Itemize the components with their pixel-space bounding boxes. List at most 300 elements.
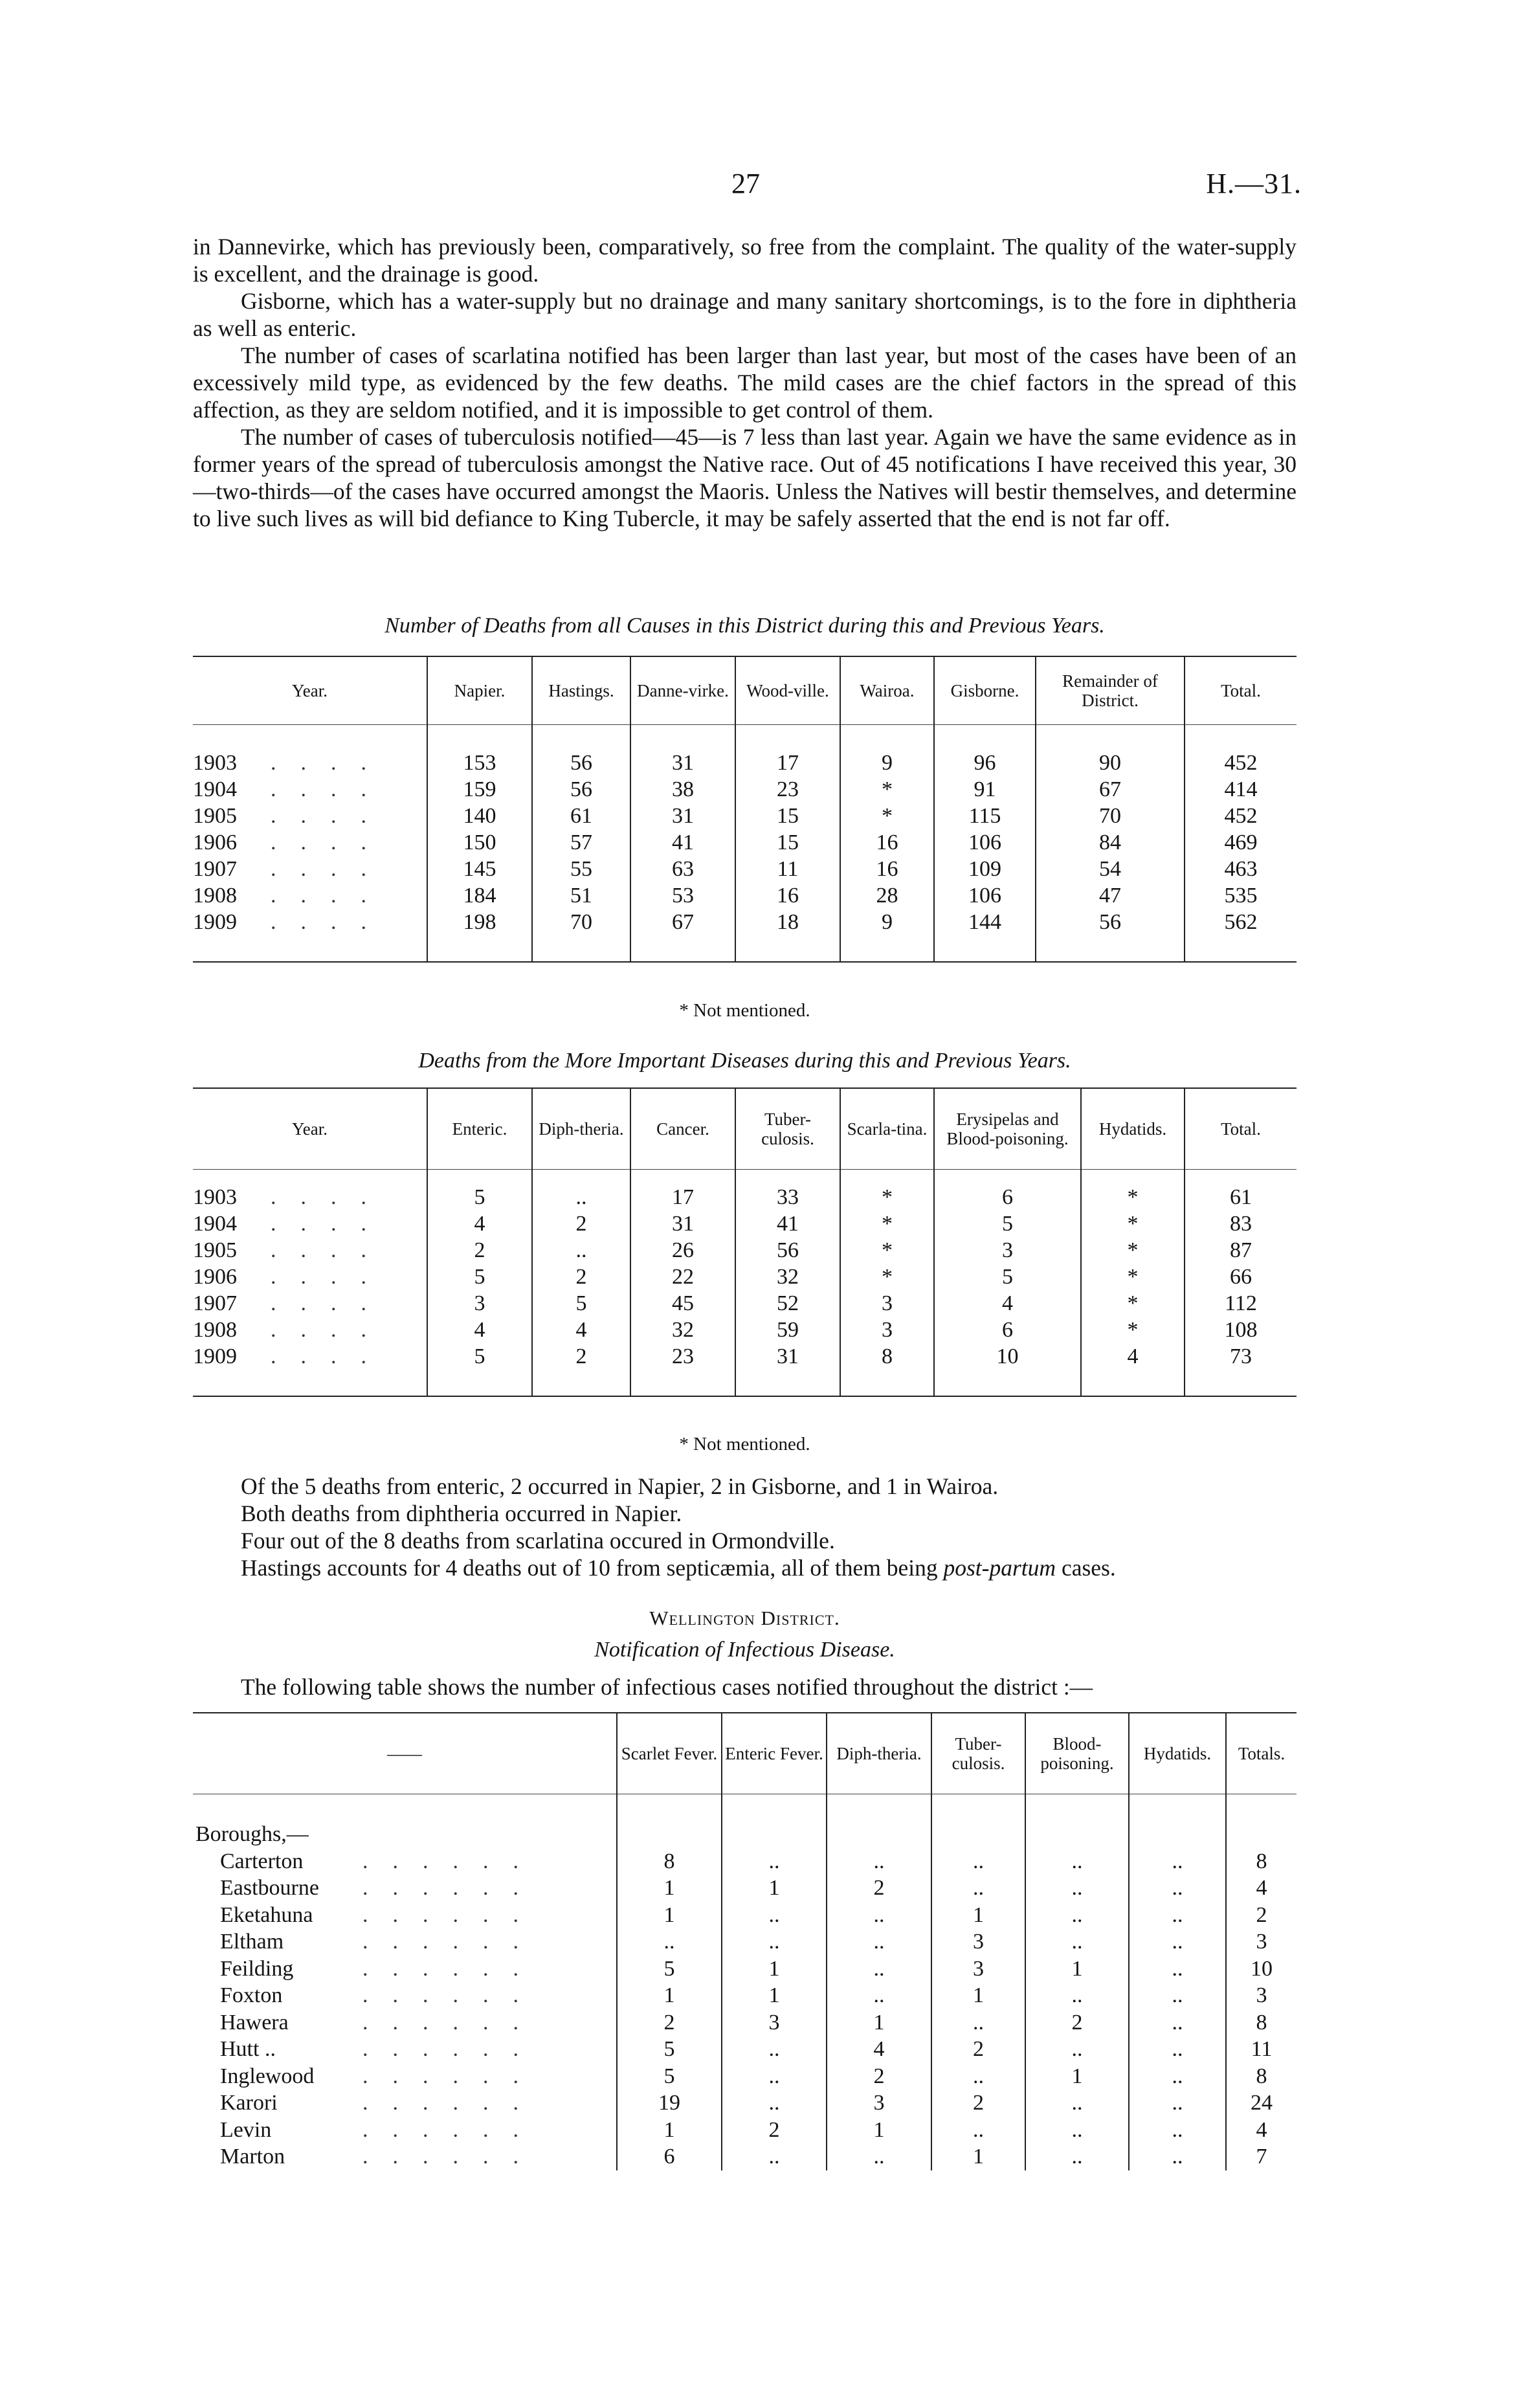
row-label: Eltham [220, 1930, 284, 1954]
table-cell: 1 [617, 2117, 722, 2144]
section-subheading: Notification of Infectious Disease. [594, 1638, 895, 1662]
summary-line: Of the 5 deaths from enteric, 2 occurred in Napier, 2 in Gisborne, and 1 in Wairoa. [241, 1473, 999, 1499]
table-cell: 8 [1226, 2009, 1297, 2036]
table-cell: * [840, 803, 934, 829]
table1-footnote: * Not mentioned. [679, 1000, 810, 1021]
row-label: 1903 [193, 750, 237, 775]
table-cell: 3 [427, 1290, 532, 1317]
table-cell: 15 [735, 829, 840, 856]
table-row: 1908 .... 4 4 32 59 3 6 * 108 [193, 1317, 1297, 1343]
table-row: Carterton ...... 8 .. .. .. .. .. 8 [193, 1848, 1297, 1875]
table-cell: .. [1025, 1982, 1129, 2009]
page-header [0, 167, 1514, 206]
table-cell: 5 [427, 1264, 532, 1290]
table-cell: 61 [532, 803, 630, 829]
table-cell: .. [1129, 1928, 1226, 1956]
table-cell: * [1081, 1210, 1185, 1237]
table-cell: 59 [735, 1317, 840, 1343]
table-cell: .. [722, 2063, 827, 2090]
paragraph: Gisborne, which has a water-supply but no drainage and many sanitary shortcomings, is to the fore in diphtheria as well as enteric. [193, 288, 1297, 341]
col-header: Enteric Fever. [722, 1713, 827, 1794]
row-label: Marton [220, 2145, 285, 2168]
table-cell: .. [1129, 1848, 1226, 1875]
table-cell: 17 [735, 750, 840, 776]
table-cell: 31 [735, 1343, 840, 1370]
row-label: 1909 [193, 909, 237, 934]
col-header: Year. [193, 1088, 427, 1169]
table-row: 1909 .... 5 2 23 31 8 10 4 73 [193, 1343, 1297, 1370]
table-cell: 90 [1036, 750, 1185, 776]
table-cell: 24 [1226, 2090, 1297, 2117]
table-cell: .. [1129, 1875, 1226, 1902]
table-cell: .. [722, 2143, 827, 2170]
table-cell: 2 [827, 2063, 931, 2090]
col-header: Wairoa. [840, 656, 934, 724]
col-header: Tuber-culosis. [931, 1713, 1025, 1794]
table-cell: .. [931, 2063, 1025, 2090]
table-cell: 52 [735, 1290, 840, 1317]
table-cell: * [840, 776, 934, 803]
table-cell: .. [1129, 1982, 1226, 2009]
table-cell: 9 [840, 909, 934, 935]
table-row: Feilding ...... 5 1 .. 3 1 .. 10 [193, 1956, 1297, 1983]
table-cell: 8 [1226, 2063, 1297, 2090]
table-cell: * [840, 1184, 934, 1210]
row-label: Feilding [220, 1956, 294, 1981]
table-cell: 54 [1036, 856, 1185, 882]
table-cell: 5 [934, 1264, 1081, 1290]
table-cell: 5 [532, 1290, 630, 1317]
table-cell: 23 [630, 1343, 735, 1370]
table-cell: 87 [1185, 1237, 1297, 1264]
table-cell: 3 [931, 1956, 1025, 1983]
table-cell: 452 [1185, 750, 1297, 776]
table-cell: 469 [1185, 829, 1297, 856]
table-cell: 23 [735, 776, 840, 803]
table-cell: .. [1025, 2090, 1129, 2117]
table-cell: .. [827, 2143, 931, 2170]
table-cell: 414 [1185, 776, 1297, 803]
table-cell: 2 [931, 2036, 1025, 2063]
table-cell: 3 [840, 1317, 934, 1343]
table-cell: .. [1025, 2143, 1129, 2170]
table-cell: 31 [630, 1210, 735, 1237]
table-cell: * [1081, 1290, 1185, 1317]
row-label: Hawera [220, 2010, 289, 2035]
table-cell: 5 [934, 1210, 1081, 1237]
col-header: Diph-theria. [532, 1088, 630, 1169]
table-cell: 8 [617, 1848, 722, 1875]
row-label: 1906 [193, 1264, 237, 1289]
group-label-row [193, 1821, 1297, 1848]
col-header: Tuber-culosis. [735, 1088, 840, 1169]
table-cell: 112 [1185, 1290, 1297, 1317]
table-cell: 153 [427, 750, 532, 776]
row-label: 1906 [193, 830, 237, 854]
table-cell: .. [931, 2117, 1025, 2144]
table-cell: 3 [840, 1290, 934, 1317]
table-cell: 1 [617, 1902, 722, 1929]
emphasis: post-partum [943, 1555, 1056, 1581]
table-cell: 1 [1025, 2063, 1129, 2090]
table-row: 1904 .... 4 2 31 41 * 5 * 83 [193, 1210, 1297, 1237]
table-cell: 115 [934, 803, 1036, 829]
table-cell: 3 [722, 2009, 827, 2036]
col-header: Totals. [1226, 1713, 1297, 1794]
table3-intro: The following table shows the number of infectious cases notified throughout the district :— [241, 1674, 1093, 1700]
table-cell: .. [722, 1928, 827, 1956]
table-row: Eastbourne ...... 1 1 2 .. .. .. 4 [193, 1875, 1297, 1902]
table-cell: 10 [934, 1343, 1081, 1370]
table-cell: 3 [1226, 1928, 1297, 1956]
col-header: Gisborne. [934, 656, 1036, 724]
col-header: Total. [1185, 656, 1297, 724]
table-cell: 70 [1036, 803, 1185, 829]
row-label: Eketahuna [220, 1902, 313, 1927]
table-cell: 32 [735, 1264, 840, 1290]
table-row: 1907 .... 3 5 45 52 3 4 * 112 [193, 1290, 1297, 1317]
table-row: Levin ...... 1 2 1 .. .. .. 4 [193, 2117, 1297, 2144]
table-cell: .. [532, 1184, 630, 1210]
table-cell: 140 [427, 803, 532, 829]
table-cell: 1 [617, 1982, 722, 2009]
paragraph: The number of cases of tuberculosis notified—45—is 7 less than last year. Again we have the same evidence as in former years of the spread of tuberculosis amongst the Native race. Out of 45 notifications I have received this year, 30—two-thirds—of the cases have occurred amongst the Maoris. Unless the Natives will bestir themselves, and determine to live such lives as will bid defiance to King Tubercle, it may be safely asserted that the end is not far off. [193, 424, 1297, 531]
table-cell: .. [532, 1237, 630, 1264]
table-cell: 19 [617, 2090, 722, 2117]
table-row: 1903 .... 5 .. 17 33 * 6 * 61 [193, 1184, 1297, 1210]
intro-text [193, 233, 1297, 532]
col-header: Diph-theria. [827, 1713, 931, 1794]
col-header: Erysipelas and Blood-poisoning. [934, 1088, 1081, 1169]
table-cell: 4 [1226, 1875, 1297, 1902]
table-cell: 56 [532, 776, 630, 803]
table-cell: 16 [840, 856, 934, 882]
table-row: 1907 .... 145 55 63 11 16 109 54 463 [193, 856, 1297, 882]
row-label: Boroughs,— [195, 1822, 309, 1846]
summary-text [241, 1473, 1297, 1581]
table-cell: 1 [827, 2117, 931, 2144]
table-cell: 3 [1226, 1982, 1297, 2009]
table-cell: 2 [617, 2009, 722, 2036]
table-cell: 150 [427, 829, 532, 856]
table-cell: .. [1025, 2117, 1129, 2144]
table-cell: 67 [630, 909, 735, 935]
col-header: Total. [1185, 1088, 1297, 1169]
col-header: Scarlet Fever. [617, 1713, 722, 1794]
col-header: Enteric. [427, 1088, 532, 1169]
col-header: Hastings. [532, 656, 630, 724]
table-row: 1904 .... 159 56 38 23 * 91 67 414 [193, 776, 1297, 803]
table-cell: 109 [934, 856, 1036, 882]
table-cell: 4 [427, 1317, 532, 1343]
table-cell: 4 [427, 1210, 532, 1237]
table-cell: 45 [630, 1290, 735, 1317]
row-label: Carterton [220, 1849, 304, 1873]
table-cell: 9 [840, 750, 934, 776]
row-label: 1905 [193, 1238, 237, 1262]
table-cell: 2 [532, 1210, 630, 1237]
table-row: Karori ...... 19 .. 3 2 .. .. 24 [193, 2090, 1297, 2117]
table-cell: .. [1129, 1956, 1226, 1983]
table-cell: 28 [840, 882, 934, 909]
table-cell: 144 [934, 909, 1036, 935]
table-cell: .. [1129, 1902, 1226, 1929]
table-row: Marton ...... 6 .. .. 1 .. .. 7 [193, 2143, 1297, 2170]
table-cell: 3 [827, 2090, 931, 2117]
col-header: Year. [193, 656, 427, 724]
table-cell: .. [617, 1928, 722, 1956]
table-cell: 2 [1025, 2009, 1129, 2036]
row-label: 1907 [193, 1291, 237, 1315]
col-header: —— [193, 1713, 617, 1794]
summary-line: Four out of the 8 deaths from scarlatina occured in Ormondville. [241, 1528, 835, 1554]
table-cell: .. [1129, 2063, 1226, 2090]
row-label: Hutt .. [220, 2037, 276, 2061]
row-label: 1904 [193, 1211, 237, 1236]
table-cell: .. [1129, 2117, 1226, 2144]
table-cell: .. [722, 1848, 827, 1875]
table-cell: 96 [934, 750, 1036, 776]
table-cell: 16 [735, 882, 840, 909]
row-label: Eastbourne [220, 1876, 319, 1900]
table-cell: 11 [735, 856, 840, 882]
table-cell: 47 [1036, 882, 1185, 909]
row-label: 1909 [193, 1344, 237, 1368]
table-cell: 38 [630, 776, 735, 803]
table-cell: 31 [630, 803, 735, 829]
table-cell: 41 [630, 829, 735, 856]
table-cell: 6 [934, 1317, 1081, 1343]
table-row: Eketahuna ...... 1 .. .. 1 .. .. 2 [193, 1902, 1297, 1929]
col-header: Blood-poisoning. [1025, 1713, 1129, 1794]
table-cell: 4 [532, 1317, 630, 1343]
table-row: Hutt .. ...... 5 .. 4 2 .. .. 11 [193, 2036, 1297, 2063]
table-row: 1906 .... 150 57 41 15 16 106 84 469 [193, 829, 1297, 856]
table-cell: 67 [1036, 776, 1185, 803]
notifications-table [193, 1712, 1297, 2170]
col-header: Hydatids. [1081, 1088, 1185, 1169]
deaths-all-causes-table [193, 656, 1297, 963]
table2-footnote: * Not mentioned. [679, 1434, 810, 1455]
table-cell: 6 [934, 1184, 1081, 1210]
table-cell: .. [1025, 1902, 1129, 1929]
table-cell: 1 [1025, 1956, 1129, 1983]
table-cell: 2 [931, 2090, 1025, 2117]
deaths-important-diseases-table [193, 1087, 1297, 1397]
table-cell: 17 [630, 1184, 735, 1210]
table-cell: 53 [630, 882, 735, 909]
table-cell: 463 [1185, 856, 1297, 882]
table-cell: 33 [735, 1184, 840, 1210]
table-cell: 1 [827, 2009, 931, 2036]
table-cell: 5 [427, 1343, 532, 1370]
table-cell: 5 [617, 2063, 722, 2090]
table-cell: .. [827, 1848, 931, 1875]
table-row: Foxton ...... 1 1 .. 1 .. .. 3 [193, 1982, 1297, 2009]
table-row: 1905 .... 2 .. 26 56 * 3 * 87 [193, 1237, 1297, 1264]
table-cell: 63 [630, 856, 735, 882]
row-label: 1908 [193, 1317, 237, 1342]
row-label: 1905 [193, 803, 237, 828]
table-cell: 5 [427, 1184, 532, 1210]
table-row: Inglewood ...... 5 .. 2 .. 1 .. 8 [193, 2063, 1297, 2090]
table-cell: 1 [722, 1956, 827, 1983]
table-cell: * [1081, 1264, 1185, 1290]
row-label: Inglewood [220, 2064, 315, 2088]
table-cell: 1 [722, 1875, 827, 1902]
table-cell: .. [931, 1875, 1025, 1902]
page-number: 27 [731, 168, 760, 199]
table-cell: 184 [427, 882, 532, 909]
col-header: Hydatids. [1129, 1713, 1226, 1794]
table-cell: 106 [934, 882, 1036, 909]
col-header: Napier. [427, 656, 532, 724]
summary-line: Both deaths from diphtheria occurred in Napier. [241, 1500, 682, 1526]
table-cell: 70 [532, 909, 630, 935]
table-cell: 51 [532, 882, 630, 909]
table-cell: 18 [735, 909, 840, 935]
table-cell: 8 [840, 1343, 934, 1370]
table-cell: 2 [427, 1237, 532, 1264]
table-cell: 1 [931, 1982, 1025, 2009]
table-cell: 108 [1185, 1317, 1297, 1343]
table-cell: 32 [630, 1317, 735, 1343]
table-cell: 22 [630, 1264, 735, 1290]
table-cell: 2 [827, 1875, 931, 1902]
table-cell: 2 [532, 1264, 630, 1290]
table-cell: 15 [735, 803, 840, 829]
table-cell: 452 [1185, 803, 1297, 829]
table-cell: 6 [617, 2143, 722, 2170]
table-cell: 4 [827, 2036, 931, 2063]
table-cell: 198 [427, 909, 532, 935]
table-row: 1906 .... 5 2 22 32 * 5 * 66 [193, 1264, 1297, 1290]
table-cell: 56 [1036, 909, 1185, 935]
paragraph: in Dannevirke, which has previously been, comparatively, so free from the complaint. The quality of the water-supply is excellent, and the drainage is good. [193, 234, 1297, 287]
table-cell: 5 [617, 2036, 722, 2063]
table-cell: .. [1129, 2090, 1226, 2117]
table-cell: 106 [934, 829, 1036, 856]
table-cell: 1 [722, 1982, 827, 2009]
table-row: 1903 .... 153 56 31 17 9 96 90 452 [193, 750, 1297, 776]
document-code: H.—31. [1206, 168, 1302, 199]
table-cell: 66 [1185, 1264, 1297, 1290]
table-cell: .. [1129, 2143, 1226, 2170]
section-heading: Wellington District. [649, 1607, 840, 1629]
table-cell: 56 [532, 750, 630, 776]
table-cell: 145 [427, 856, 532, 882]
table-cell: 2 [722, 2117, 827, 2144]
table-cell: .. [1129, 2036, 1226, 2063]
row-label: Karori [220, 2091, 278, 2115]
table-cell: 57 [532, 829, 630, 856]
table-cell: 1 [931, 1902, 1025, 1929]
table-cell: .. [1025, 1848, 1129, 1875]
table-row: Hawera ...... 2 3 1 .. 2 .. 8 [193, 2009, 1297, 2036]
col-header: Danne-virke. [630, 656, 735, 724]
table-cell: 73 [1185, 1343, 1297, 1370]
table1-caption: Number of Deaths from all Causes in this District during this and Previous Years. [384, 614, 1105, 638]
table-cell: .. [722, 1902, 827, 1929]
table-cell: 8 [1226, 1848, 1297, 1875]
table-cell: 3 [931, 1928, 1025, 1956]
table-cell: * [840, 1237, 934, 1264]
col-header: Wood-ville. [735, 656, 840, 724]
table-row: 1905 .... 140 61 31 15 * 115 70 452 [193, 803, 1297, 829]
summary-line: Hastings accounts for 4 deaths out of 10 from septicæmia, all of them being post-partum cases. [241, 1555, 1116, 1581]
table-cell: .. [827, 1928, 931, 1956]
table-cell: 4 [1081, 1343, 1185, 1370]
table-cell: * [1081, 1317, 1185, 1343]
table-cell: .. [1129, 2009, 1226, 2036]
table-cell: .. [1025, 1875, 1129, 1902]
table-cell: 4 [1226, 2117, 1297, 2144]
table-cell: .. [1025, 2036, 1129, 2063]
table-cell: 84 [1036, 829, 1185, 856]
table-cell: 61 [1185, 1184, 1297, 1210]
paragraph: The number of cases of scarlatina notified has been larger than last year, but most of the cases have been of an excessively mild type, as evidenced by the few deaths. The mild cases are the chief factors in the spread of this affection, as they are seldom notified, and it is impossible to get control of them. [193, 342, 1297, 423]
table-cell: .. [931, 2009, 1025, 2036]
table-row: 1908 .... 184 51 53 16 28 106 47 535 [193, 882, 1297, 909]
table-cell: 11 [1226, 2036, 1297, 2063]
table-cell: 159 [427, 776, 532, 803]
row-label: Foxton [220, 1983, 283, 2007]
col-header: Scarla-tina. [840, 1088, 934, 1169]
table-cell: .. [722, 2036, 827, 2063]
table-cell: 31 [630, 750, 735, 776]
table-cell: 562 [1185, 909, 1297, 935]
table-cell: 16 [840, 829, 934, 856]
row-label: Levin [220, 2117, 272, 2142]
table-cell: 2 [1226, 1902, 1297, 1929]
table-cell: 1 [617, 1875, 722, 1902]
table-cell: 55 [532, 856, 630, 882]
table-cell: 56 [735, 1237, 840, 1264]
table-cell: .. [931, 1848, 1025, 1875]
table-cell: .. [722, 2090, 827, 2117]
table-cell: * [1081, 1237, 1185, 1264]
row-label: 1904 [193, 777, 237, 801]
table-cell: .. [827, 1902, 931, 1929]
table-cell: * [840, 1210, 934, 1237]
row-label: 1903 [193, 1185, 237, 1209]
col-header: Remainder of District. [1036, 656, 1185, 724]
table-cell: * [1081, 1184, 1185, 1210]
table-cell: 3 [934, 1237, 1081, 1264]
table-cell: * [840, 1264, 934, 1290]
table-cell: 4 [934, 1290, 1081, 1317]
table-cell: 41 [735, 1210, 840, 1237]
row-label: 1907 [193, 856, 237, 881]
row-label: 1908 [193, 883, 237, 908]
table-cell: .. [827, 1956, 931, 1983]
table-cell: 7 [1226, 2143, 1297, 2170]
table-row: Eltham ...... .. .. .. 3 .. .. 3 [193, 1928, 1297, 1956]
table-cell: .. [1025, 1928, 1129, 1956]
table-cell: 5 [617, 1956, 722, 1983]
table-cell: 91 [934, 776, 1036, 803]
table-cell: 83 [1185, 1210, 1297, 1237]
col-header: Cancer. [630, 1088, 735, 1169]
table-cell: 26 [630, 1237, 735, 1264]
table-cell: 535 [1185, 882, 1297, 909]
table-cell: 1 [931, 2143, 1025, 2170]
table-cell: .. [827, 1982, 931, 2009]
table-row: 1909 .... 198 70 67 18 9 144 56 562 [193, 909, 1297, 935]
table2-caption: Deaths from the More Important Diseases during this and Previous Years. [418, 1049, 1071, 1073]
table-cell: 2 [532, 1343, 630, 1370]
table-cell: 10 [1226, 1956, 1297, 1983]
